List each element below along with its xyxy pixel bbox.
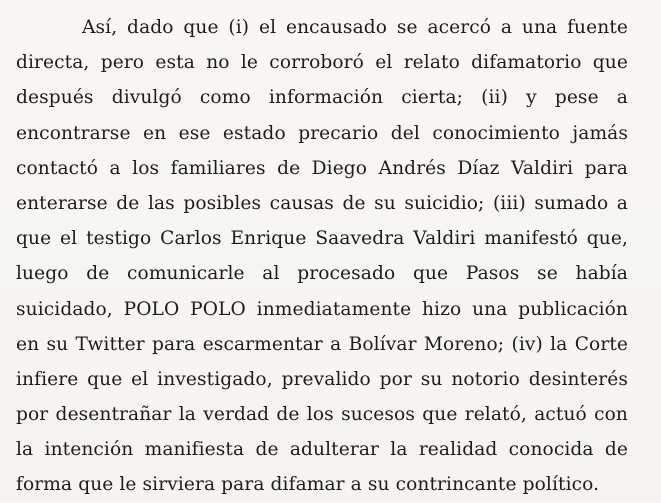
paragraph-line: directa, pero esta no le corroboró el relato difamatorio que bbox=[16, 52, 628, 74]
paragraph-line: Así, dado que (i) el encausado se acercó a una fuente bbox=[82, 17, 628, 38]
paragraph-line: en su Twitter para escarmentar a Bolívar Moreno; (iv) la Corte bbox=[16, 333, 628, 355]
paragraph-line: contactó a los familiares de Diego Andrés Díaz Valdiri para bbox=[16, 157, 628, 179]
paragraph-line: la intención manifiesta de adulterar la realidad conocida de bbox=[16, 439, 628, 461]
body-paragraph bbox=[16, 10, 628, 503]
paragraph-line: forma que le sirviera para difamar a su contrincante político. bbox=[16, 474, 600, 496]
paragraph-line: luego de comunicarle al procesado que Pasos se había bbox=[16, 263, 628, 285]
paragraph-line: infiere que el investigado, prevalido por su notorio desinterés bbox=[16, 368, 628, 390]
paragraph-line: enterarse de las posibles causas de su suicidio; (iii) sumado a bbox=[16, 192, 628, 214]
paragraph-line: suicidado, POLO POLO inmediatamente hizo una publicación bbox=[16, 298, 628, 320]
paragraph-line: encontrarse en ese estado precario del conocimiento jamás bbox=[16, 122, 628, 144]
paragraph-line: que el testigo Carlos Enrique Saavedra Valdiri manifestó que, bbox=[16, 228, 628, 250]
paragraph-line: por desentrañar la verdad de los sucesos que relató, actuó con bbox=[16, 404, 628, 426]
paragraph-line: después divulgó como información cierta; (ii) y pese a bbox=[16, 87, 628, 109]
